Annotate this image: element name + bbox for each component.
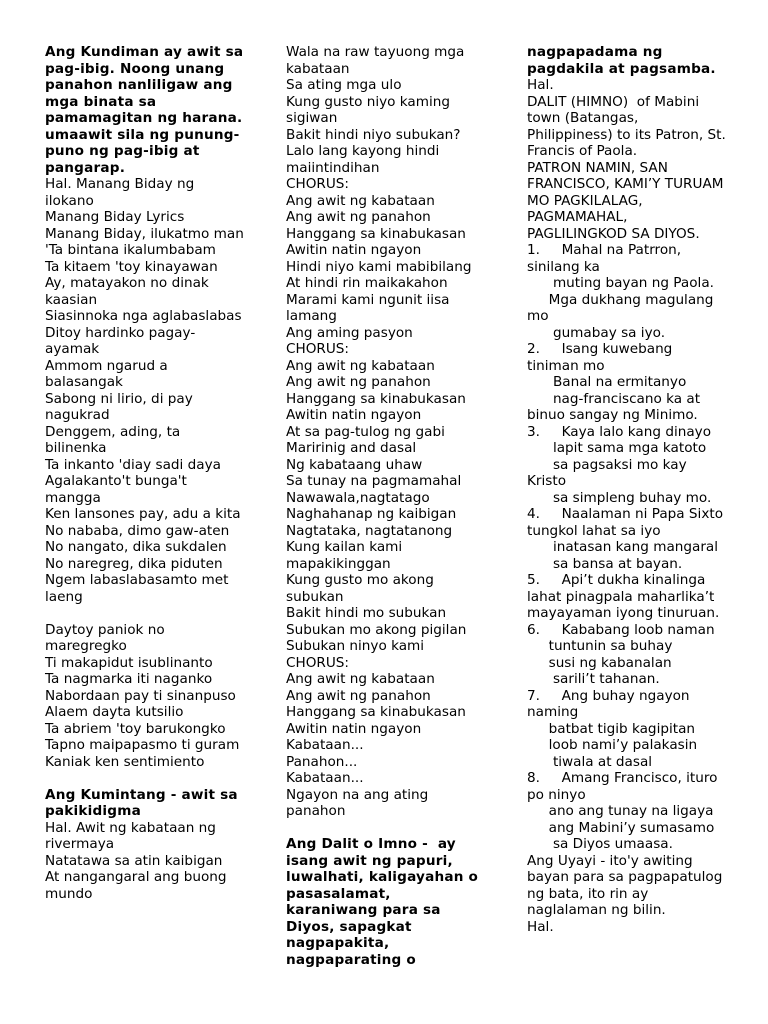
text-line: Ta abriem 'toy barukongko — [45, 720, 226, 737]
text-line: Marami kami ngunit iisa lamang — [286, 291, 454, 324]
section-heading: Ang Dalit o Imno - ay isang awit ng papuri, luwalhati, kaligayahan o pasasalamat, karaniwang para sa Diyos, sapagkat nagpapakita, nagpaparating o — [286, 836, 484, 968]
text-line: Banal na ermitanyo — [527, 374, 687, 390]
text-line: Sabong ni lirio, di pay nagukrad — [45, 390, 198, 423]
text-line: Awitin natin ngayon — [286, 407, 422, 423]
text-line: Ay, matayakon no dinak kaasian — [45, 275, 214, 308]
text-line: Hal. — [527, 77, 554, 93]
blank-line — [45, 605, 245, 622]
text-line: Kung gusto mo akong subukan — [286, 572, 439, 605]
text-line: Ang awit ng panahon — [286, 209, 431, 225]
text-line: Ta inkanto 'diay sadi daya — [45, 456, 221, 473]
text-line: 4. Naalaman ni Papa Sixto tungkol lahat sa iyo — [527, 506, 749, 539]
text-line: Siasinnoka nga aglabaslabas — [45, 308, 242, 324]
text-line: Hal. — [527, 918, 554, 935]
text-line: Ang Uyayi - ito'y awiting bayan para sa pagpapatulog ng bata, ito rin ay naglalaman ng bilin. — [527, 852, 727, 918]
text-line: Kabataan... — [286, 737, 364, 753]
text-line: Ngem labaslabasamto met laeng — [45, 572, 233, 605]
text-line: Hindi niyo kami mabibilang — [286, 258, 472, 275]
text-line: ano ang tunay na ligaya — [527, 803, 714, 819]
text-line: sarili’t tahanan. — [527, 671, 660, 687]
text-line: Denggem, ading, ta bilinenka — [45, 423, 185, 456]
text-line: Daytoy paniok no maregregko — [45, 621, 169, 654]
text-line: tuntunin sa buhay — [527, 638, 673, 654]
text-line: Ang awit ng kabataan — [286, 357, 435, 374]
text-line: Ditoy hardinko pagay-ayamak — [45, 324, 196, 357]
text-line: CHORUS: — [286, 654, 350, 671]
text-line: Ang awit ng panahon — [286, 687, 431, 704]
section-heading: nagpapadama ng pagdakila at pagsamba. — [527, 44, 716, 77]
text-line: At hindi rin maikakahon — [286, 275, 448, 291]
text-line: gumabay sa iyo. — [527, 324, 666, 341]
text-line: nag-franciscano ka at binuo sangay ng Minimo. — [527, 390, 705, 423]
text-line: Ang awit ng kabataan — [286, 671, 435, 687]
text-line: Ang awit ng panahon — [286, 374, 431, 390]
text-line: Manang Biday Lyrics — [45, 209, 185, 225]
text-line: Maririnig and dasal — [286, 440, 417, 456]
text-line: Kabataan... — [286, 770, 364, 786]
text-line: No naregreg, dika piduten — [45, 555, 223, 572]
text-line: sa bansa at bayan. — [527, 555, 683, 572]
text-line: Kung gusto niyo kaming sigiwan — [286, 93, 455, 126]
text-line: CHORUS: — [286, 341, 350, 357]
text-line: Panahon... — [286, 753, 358, 770]
text-line: sa Diyos umaasa. — [527, 836, 673, 852]
text-line: Nabordaan pay ti sinanpuso — [45, 687, 236, 704]
text-line: Bakit hindi mo subukan — [286, 605, 447, 621]
text-line: Mga dukhang magulang mo — [527, 291, 718, 324]
text-line: Ta kitaem 'toy kinayawan — [45, 258, 218, 275]
text-line: CHORUS: — [286, 176, 350, 192]
text-line: 8. Amang Francisco, ituro po ninyo — [527, 770, 722, 803]
text-line: Hanggang sa kinabukasan — [286, 225, 466, 242]
text-line: 7. Ang buhay ngayon naming — [527, 687, 694, 720]
text-line: Kung kailan kami mapakikinggan — [286, 539, 407, 572]
text-line: sa pagsaksi mo kay Kristo — [527, 456, 691, 489]
text-line: Lalo lang kayong hindi maiintindihan — [286, 143, 444, 176]
text-line: ang Mabini’y sumasamo — [527, 819, 715, 836]
text-line: Agalakanto't bunga't mangga — [45, 473, 192, 506]
text-line: No nababa, dimo gaw-aten — [45, 522, 230, 539]
text-line: 'Ta bintana ikalumbabam — [45, 242, 216, 258]
text-line: Hanggang sa kinabukasan — [286, 390, 466, 407]
text-line: At sa pag-tulog ng gabi — [286, 423, 445, 440]
text-line: 3. Kaya lalo kang dinayo — [527, 423, 712, 440]
text-line: sa simpleng buhay mo. — [527, 489, 712, 506]
text-line: Ken lansones pay, adu a kita — [45, 506, 241, 522]
text-line: Wala na raw tayuong mga kabataan — [286, 44, 469, 77]
section-heading: Ang Kumintang - awit sa pakikidigma — [45, 786, 243, 819]
section-heading: Ang Kundiman ay awit sa pag-ibig. Noong unang panahon nanliligaw ang mga binata sa pamamagitan ng harana. umaawit sila ng punung-puno ng pag-ibig at pangarap. — [45, 44, 249, 176]
text-line: Naghahanap ng kaibigan — [286, 506, 457, 522]
text-line: Alaem dayta kutsilio — [45, 704, 184, 720]
text-line: Tapno maipapasmo ti guram — [45, 737, 240, 753]
text-line: Ang aming pasyon — [286, 324, 413, 341]
blank-line — [286, 820, 482, 837]
text-line: Awitin natin ngayon — [286, 242, 422, 258]
text-line: inatasan kang mangaral — [527, 539, 719, 555]
text-line: batbat tigib kagipitan — [527, 720, 696, 737]
text-line: Hal. Awit ng kabataan ng rivermaya — [45, 819, 221, 852]
text-line: Hanggang sa kinabukasan — [286, 704, 466, 720]
text-line: muting bayan ng Paola. — [527, 275, 714, 291]
text-line: Subukan mo akong pigilan — [286, 621, 467, 638]
text-line: lapit sama mga katoto — [527, 440, 707, 456]
text-line: Bakit hindi niyo subukan? — [286, 126, 461, 143]
text-line: Ta nagmarka iti naganko — [45, 671, 213, 687]
text-line: Natatawa sa atin kaibigan — [45, 852, 223, 869]
column-1 — [45, 44, 249, 902]
text-line: Kaniak ken sentimiento — [45, 753, 205, 770]
text-line: DALIT (HIMNO) of Mabini town (Batangas, Philippiness) to its Patron, St. Francis of Paola. — [527, 93, 731, 159]
text-line: Awitin natin ngayon — [286, 720, 422, 737]
text-line: Subukan ninyo kami — [286, 638, 425, 654]
text-line: No nangato, dika sukdalen — [45, 539, 227, 555]
text-line: tiwala at dasal — [527, 753, 653, 770]
text-line: At nangangaral ang buong mundo — [45, 869, 231, 902]
text-line: PATRON NAMIN, SAN FRANCISCO, KAMI’Y TURUAM MO PAGKILALAG, PAGMAMAHAL, PAGLILINGKOD SA DIYOS. — [527, 159, 728, 242]
text-line: Sa ating mga ulo — [286, 77, 402, 93]
column-3 — [527, 44, 749, 935]
text-line: loob nami’y palakasin — [527, 737, 698, 753]
text-line: Sa tunay na pagmamahal — [286, 473, 462, 489]
text-line: Ng kabataang uhaw — [286, 456, 423, 473]
text-line: Ti makapidut isublinanto — [45, 654, 213, 671]
text-line: Manang Biday, ilukatmo man — [45, 225, 244, 242]
text-line: Ammom ngarud a balasangak — [45, 357, 173, 390]
column-2 — [286, 44, 482, 968]
text-line: Hal. Manang Biday ng ilokano — [45, 176, 199, 209]
blank-line — [45, 770, 245, 787]
text-line: 6. Kababang loob naman — [527, 621, 715, 638]
text-line: susi ng kabanalan — [527, 654, 672, 671]
text-line: Nawawala,nagtatago — [286, 489, 430, 506]
text-line: 1. Mahal na Patrron, sinilang ka — [527, 242, 686, 275]
text-line: 2. Isang kuwebang tiniman mo — [527, 341, 677, 374]
text-line: 5. Api’t dukha kinalinga lahat pinagpala maharlika’t mayayaman iyong tinuruan. — [527, 572, 720, 621]
text-line: Ang awit ng kabataan — [286, 192, 435, 209]
text-line: Ngayon na ang ating panahon — [286, 786, 433, 819]
text-line: Nagtataka, nagtatanong — [286, 522, 453, 539]
